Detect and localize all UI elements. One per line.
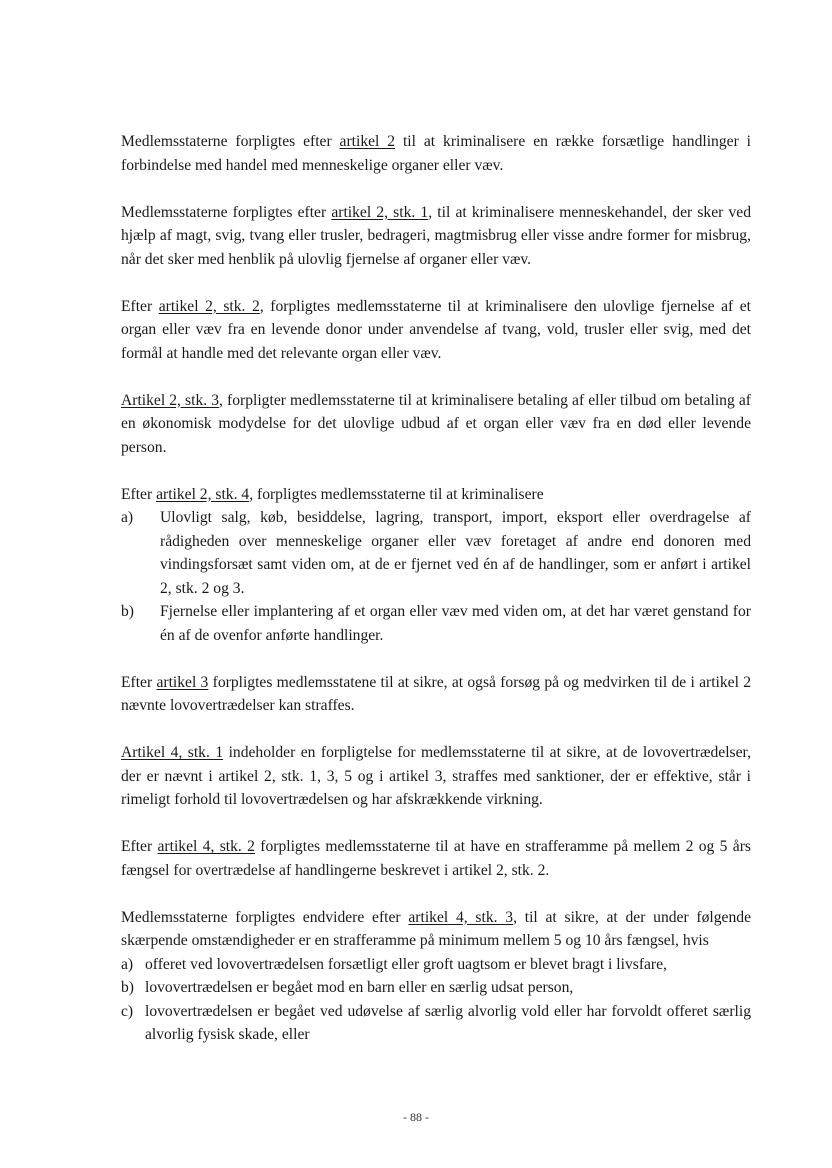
paragraph-text: , til at kriminalisere menneskehandel, der sker ved hjælp af magt, svig, tvang eller trusler, bedrageri, magtmisbrug eller visse andre former for misbrug, når det sker med henblik på ulovlig fjernelse af organer eller væv. bbox=[121, 203, 751, 268]
paragraph-intro bbox=[121, 483, 751, 507]
paragraph-text: forpligtes medlemsstatene til at sikre, at også forsøg på og medvirken til de i artikel 2 nævnte lovovertrædelser kan straffes. bbox=[121, 673, 751, 714]
list-item-text: Ulovligt salg, køb, besiddelse, lagring, transport, import, eksport eller overdragelse af rådigheden over menneskelige organer eller væv foretaget af andre end donoren med vindingsforsæt samt viden om, at de er fjernet ved én af de handlinger, som er anført i artikel 2, stk. 2 og 3. bbox=[160, 509, 751, 597]
list-item-text: Fjernelse eller implantering af et organ eller væv med viden om, at det har været genstand for én af de ovenfor anførte handlinger. bbox=[160, 603, 751, 644]
article-reference-link[interactable]: artikel 2, stk. 1 bbox=[331, 203, 429, 221]
paragraph-text: indeholder en forpligtelse for medlemsstaterne til at sikre, at de lovovertrædelser, der er nævnt i artikel 2, stk. 1, 3, 5 og i artikel 3, straffes med sanktioner, der er effektive, står i rimeligt forhold til lovovertrædelsen og har afskrækkende virkning. bbox=[121, 744, 751, 808]
paragraph-text: forpligtes medlemsstaterne til at have en strafferamme på mellem 2 og 5 års fængsel for overtrædelse af handlingerne beskrevet i artikel 2, stk. 2. bbox=[121, 838, 751, 879]
list-marker: a) bbox=[121, 509, 134, 526]
article-reference-link[interactable]: Artikel 2, stk. 3 bbox=[121, 391, 220, 409]
list-item-text: lovovertrædelsen er begået ved udøvelse af særlig alvorlig vold eller har forvoldt offeret særlig alvorlig fysisk skade, eller bbox=[145, 1002, 751, 1043]
paragraph-text: til at kriminalisere en række forsætlige handlinger i forbindelse med handel med menneskelige organer eller væv. bbox=[121, 133, 751, 174]
article-reference-link[interactable]: artikel 2, stk. 4 bbox=[156, 485, 250, 503]
list-item bbox=[121, 600, 751, 647]
list-item bbox=[121, 1000, 751, 1047]
paragraph-3 bbox=[121, 295, 751, 366]
paragraph-6 bbox=[121, 671, 751, 718]
paragraph-4 bbox=[121, 389, 751, 460]
paragraph-text: , forpligtes medlemsstaterne til at kriminalisere den ulovlige fjernelse af et organ eller væv fra en levende donor under anvendelse af tvang, vold, trusler eller svig, med det formål at handle med det relevante organ eller væv. bbox=[121, 297, 751, 362]
list-marker: b) bbox=[121, 979, 134, 996]
list-marker: a) bbox=[121, 955, 134, 973]
document-body bbox=[121, 130, 751, 1047]
list-item-text: offeret ved lovovertrædelsen forsætligt eller groft uagtsom er blevet bragt i livsfare, bbox=[145, 955, 667, 973]
paragraph-text: Efter bbox=[121, 297, 159, 315]
offence-list bbox=[121, 506, 751, 647]
paragraph-text: Medlemsstaterne forpligtes endvidere efter bbox=[121, 908, 409, 926]
list-item bbox=[121, 506, 751, 600]
list-marker: c) bbox=[121, 1002, 134, 1020]
article-reference-link[interactable]: artikel 4, stk. 2 bbox=[157, 838, 255, 855]
paragraph-text: , forpligtes medlemsstaterne til at kriminalisere bbox=[249, 485, 544, 503]
article-reference-link[interactable]: artikel 3 bbox=[156, 673, 209, 691]
article-reference-link[interactable]: Artikel 4, stk. 1 bbox=[121, 744, 224, 761]
paragraph-text: Medlemsstaterne forpligtes efter bbox=[121, 203, 332, 221]
page-number: - 88 - bbox=[403, 1110, 429, 1124]
paragraph-text: , til at sikre, at der under følgende skærpende omstændigheder er en strafferamme på minimum mellem 5 og 10 års fængsel, hvis bbox=[121, 908, 751, 949]
aggravating-circumstances-list bbox=[121, 953, 751, 1047]
paragraph-text: , forpligter medlemsstaterne til at kriminalisere betaling af eller tilbud om betaling af en økonomisk modydelse for det ulovlige udbud af et organ eller væv fra en død eller levende person. bbox=[121, 391, 751, 456]
article-reference-link[interactable]: artikel 2, stk. 2 bbox=[158, 297, 260, 315]
list-marker: b) bbox=[121, 603, 134, 620]
paragraph-2 bbox=[121, 201, 751, 272]
paragraph-7 bbox=[121, 741, 751, 812]
paragraph-8 bbox=[121, 835, 751, 882]
paragraph-text: Efter bbox=[121, 838, 158, 855]
list-item bbox=[121, 953, 751, 977]
paragraph-1 bbox=[121, 130, 751, 177]
paragraph-intro bbox=[121, 906, 751, 953]
list-item bbox=[121, 976, 751, 1000]
paragraph-text: Efter bbox=[121, 673, 157, 691]
article-reference-link[interactable]: artikel 4, stk. 3 bbox=[408, 908, 514, 926]
paragraph-5 bbox=[121, 483, 751, 648]
paragraph-text: Medlemsstaterne forpligtes efter bbox=[121, 133, 340, 150]
paragraph-9 bbox=[121, 906, 751, 1047]
paragraph-text: Efter bbox=[121, 485, 157, 503]
article-reference-link[interactable]: artikel 2 bbox=[339, 133, 396, 150]
list-item-text: lovovertrædelsen er begået mod en barn eller en særlig udsat person, bbox=[145, 979, 574, 996]
